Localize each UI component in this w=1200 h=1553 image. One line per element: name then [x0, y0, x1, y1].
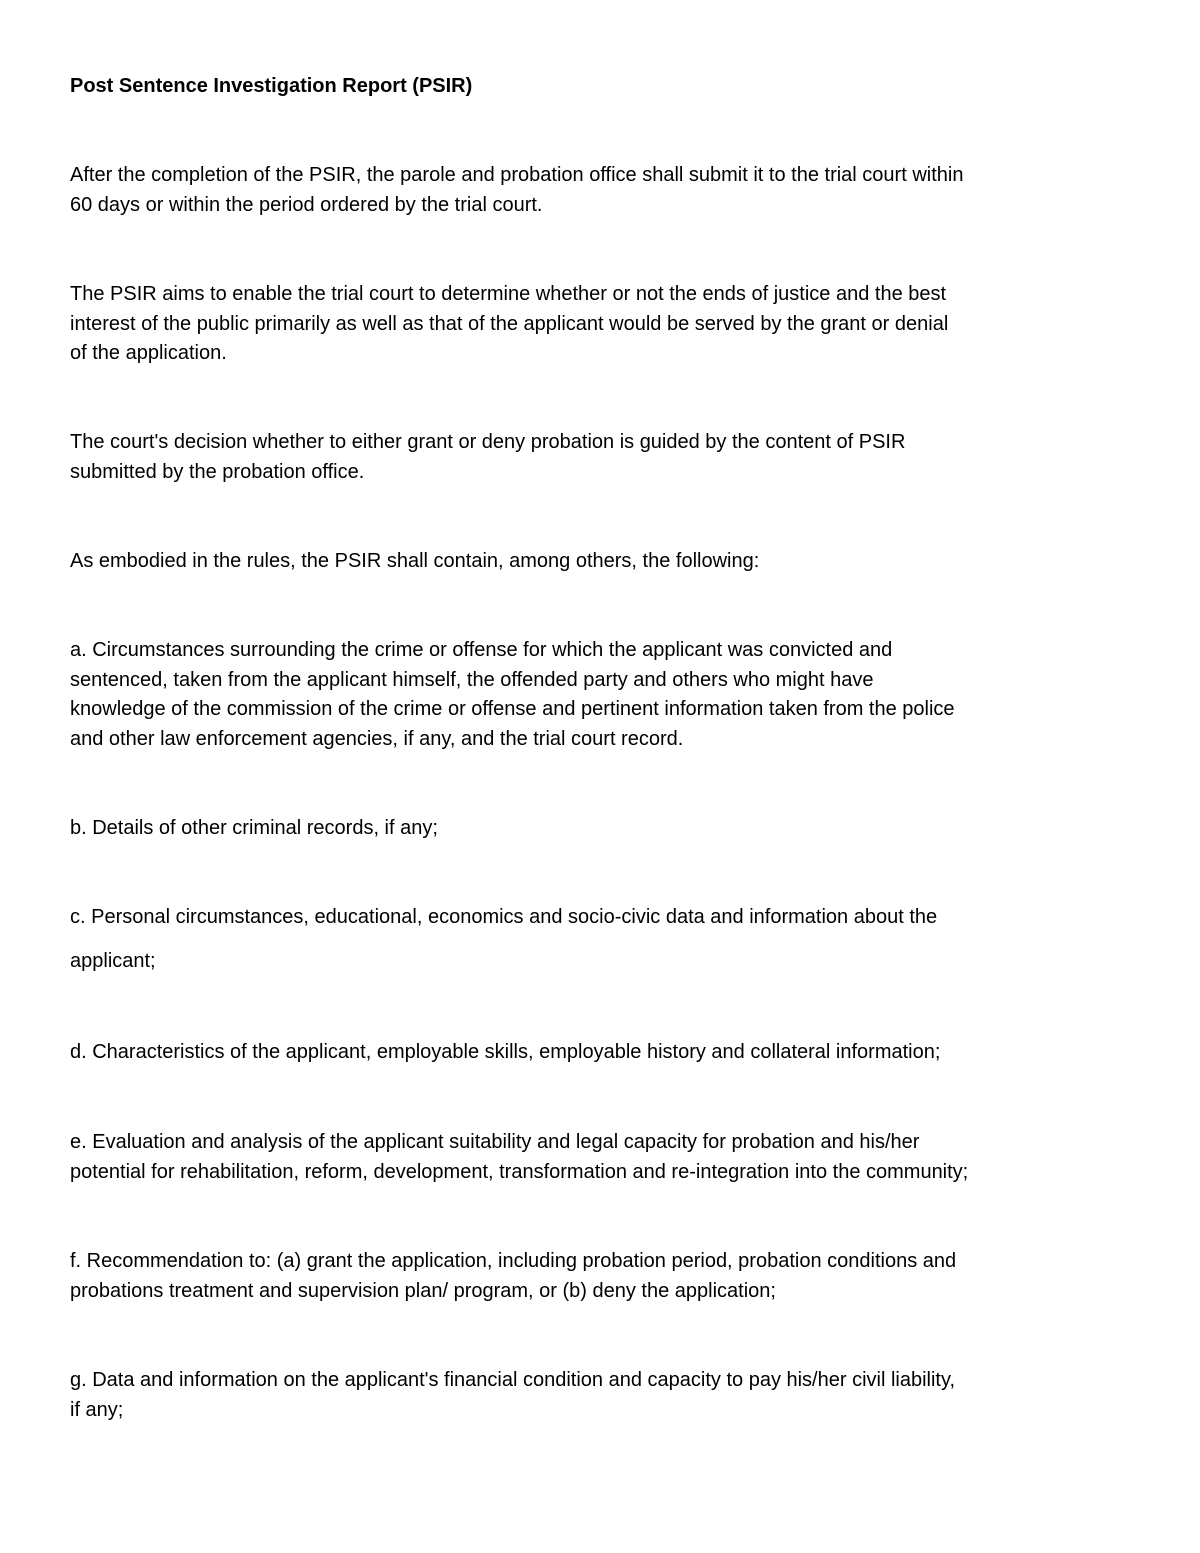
paragraph-line: submitted by the probation office.: [70, 460, 365, 483]
paragraph-line: potential for rehabilitation, reform, development, transformation and re-integration into the community;: [70, 1160, 969, 1183]
paragraph-line: and other law enforcement agencies, if any, and the trial court record.: [70, 727, 684, 750]
paragraph-intro-decision: [70, 428, 1134, 487]
paragraph-line: e. Evaluation and analysis of the applicant suitability and legal capacity for probation and his/her: [70, 1131, 920, 1153]
list-item-g: [70, 1366, 1134, 1425]
paragraph-line: probations treatment and supervision plan/ program, or (b) deny the application;: [70, 1279, 776, 1302]
paragraph-intro-contents: [70, 547, 1134, 577]
paragraph-line: The court's decision whether to either grant or deny probation is guided by the content of PSIR: [70, 431, 906, 453]
paragraph-line: of the application.: [70, 342, 227, 364]
list-item-e: [70, 1128, 1134, 1187]
paragraph-intro-submission: [70, 161, 1134, 220]
list-item-a: [70, 636, 1134, 754]
paragraph-line: As embodied in the rules, the PSIR shall contain, among others, the following:: [70, 550, 760, 572]
list-item-d: [70, 1038, 1134, 1068]
paragraph-line: sentenced, taken from the applicant himself, the offended party and others who might have: [70, 668, 874, 691]
paragraph-line: g. Data and information on the applicant's financial condition and capacity to pay his/her civil liability,: [70, 1369, 956, 1391]
paragraph-line: The PSIR aims to enable the trial court to determine whether or not the ends of justice and the best: [70, 283, 947, 305]
list-item-c: [70, 903, 1134, 976]
paragraph-line: c. Personal circumstances, educational, economics and socio-civic data and information about the: [70, 906, 938, 928]
paragraph-line: if any;: [70, 1398, 124, 1421]
paragraph-line: a. Circumstances surrounding the crime or offense for which the applicant was convicted and: [70, 639, 893, 661]
paragraph-line: d. Characteristics of the applicant, employable skills, employable history and collateral information;: [70, 1041, 941, 1063]
paragraph-line: b. Details of other criminal records, if any;: [70, 817, 438, 839]
paragraph-line: f. Recommendation to: (a) grant the application, including probation period, probation conditions and: [70, 1250, 957, 1272]
paragraph-line: interest of the public primarily as well as that of the applicant would be served by the grant or denial: [70, 312, 949, 335]
paragraph-line: knowledge of the commission of the crime or offense and pertinent information taken from the police: [70, 698, 955, 720]
paragraph-line: After the completion of the PSIR, the parole and probation office shall submit it to the trial court within: [70, 164, 964, 186]
list-item-f: [70, 1247, 1134, 1306]
list-item-b: [70, 814, 1134, 844]
document-title: Post Sentence Investigation Report (PSIR): [70, 75, 473, 97]
paragraph-line: applicant;: [70, 949, 156, 972]
paragraph-line: 60 days or within the period ordered by the trial court.: [70, 193, 543, 216]
paragraph-intro-aim: [70, 280, 1134, 369]
